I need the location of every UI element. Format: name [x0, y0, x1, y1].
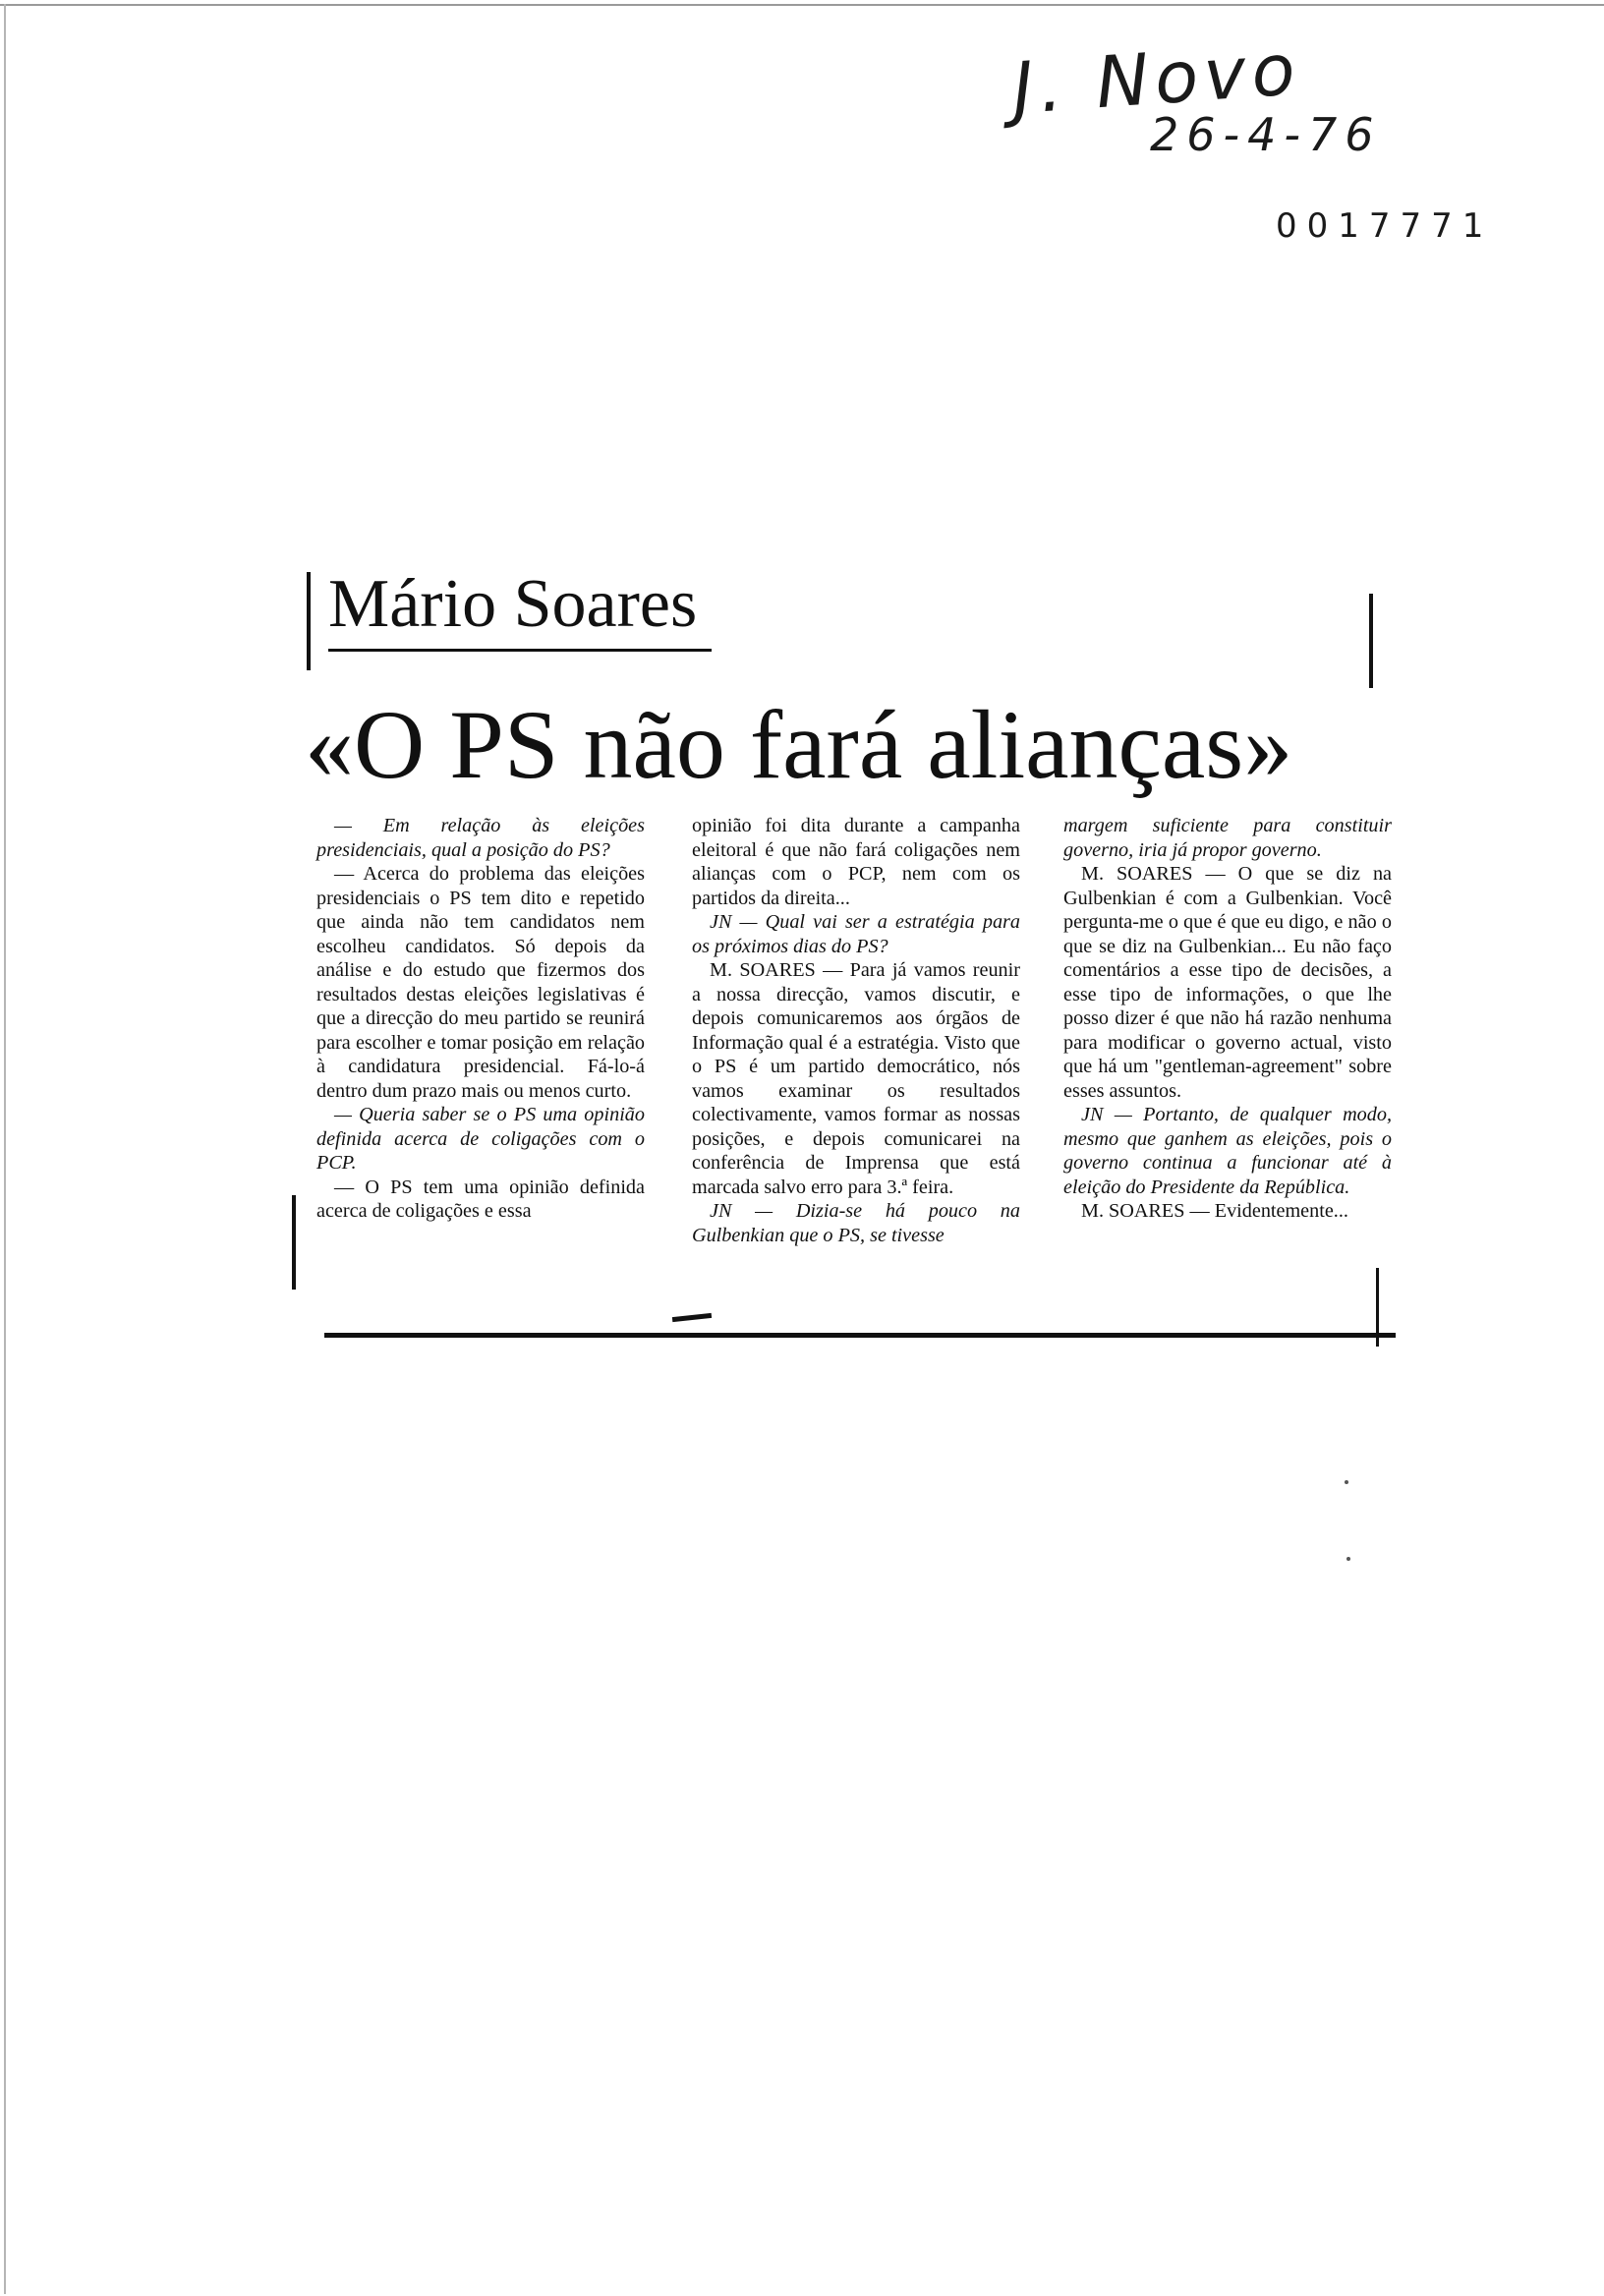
left-margin-mark	[292, 1195, 296, 1290]
scan-speck	[1345, 1480, 1348, 1484]
interview-answer: M. SOARES — O que se diz na Gulbenkian é com a Gulbenkian. Você pergunta-me o que é que eu digo, e não o que se diz na Gulbenkian... Eu não faço comentários a esse tipo de decisões, a esse tipo de informações, o que lhe posso dizer é que não há razão nenhuma para modificar o governo actual, visto que há um "gentleman-agreement" sobre esses assuntos.	[1063, 863, 1392, 1102]
interview-answer: — O PS tem uma opinião definida acerca de coligações e essa	[316, 1176, 645, 1222]
interview-answer: M. SOARES — Para já vamos reunir a nossa direcção, vamos discutir, e depois comunicaremos aos órgãos de Informação qual é a estratégia. Visto que o PS é um partido democrático, nós vamos examinar os resultados colectivamente, vamos formar as nossas posições, e depois comunicarei na conferência de Imprensa que está marcada salvo erro para 3.ª feira.	[692, 959, 1020, 1198]
archive-document-number: 0017771	[1276, 206, 1494, 246]
handwritten-date-note: 26-4-76	[1150, 108, 1382, 161]
ink-squiggle-mark	[672, 1313, 712, 1322]
interview-answer-continued: opinião foi dita durante a campanha eleitoral é que não fará coligações nem alianças com o PCP, nem com os partidos da direita...	[692, 815, 1020, 909]
interview-question: JN — Portanto, de qualquer modo, mesmo que ganhem as eleições, pois o governo continua a funcionar até à eleição do Presidente da República.	[1063, 1104, 1392, 1198]
scan-edge-top	[0, 4, 1604, 6]
interview-question: JN — Qual vai ser a estratégia para os próximos dias do PS?	[692, 911, 1020, 957]
article-headline: «O PS não fará alianças»	[305, 690, 1293, 799]
right-headline-bracket	[1369, 594, 1373, 688]
article-column-2	[692, 814, 1020, 1247]
article-bottom-rule	[324, 1333, 1396, 1338]
scan-edge-left	[4, 4, 6, 2294]
interview-question: — Queria saber se o PS uma opinião definida acerca de coligações com o PCP.	[316, 1104, 645, 1174]
interview-question: — Em relação às eleições presidenciais, qual a posição do PS?	[316, 815, 645, 861]
article-column-3	[1063, 814, 1392, 1224]
article-column-1	[316, 814, 645, 1224]
scan-speck	[1346, 1557, 1350, 1561]
interview-answer: M. SOARES — Evidentemente...	[1081, 1200, 1348, 1222]
kicker-underline	[328, 649, 712, 652]
interview-question-continued: margem suficiente para constituir governo, iria já propor governo.	[1063, 815, 1392, 861]
article-kicker: Mário Soares	[328, 566, 698, 642]
left-headline-bracket	[307, 572, 311, 670]
interview-answer: — Acerca do problema das eleições presidenciais o PS tem dito e repetido que ainda não tem candidatos nem escolheu candidatos. Só depois da análise e do estudo que fizermos dos resultados destas eleições legislativas é que a direcção do meu partido se reunirá para escolher e tomar posição em relação à candidatura presidencial. Fá-lo-á dentro dum prazo mais ou menos curto.	[316, 863, 645, 1102]
interview-question: JN — Dizia-se há pouco na Gulbenkian que o PS, se tivesse	[692, 1200, 1020, 1246]
handwritten-source-note: J. Novo	[1009, 27, 1304, 131]
